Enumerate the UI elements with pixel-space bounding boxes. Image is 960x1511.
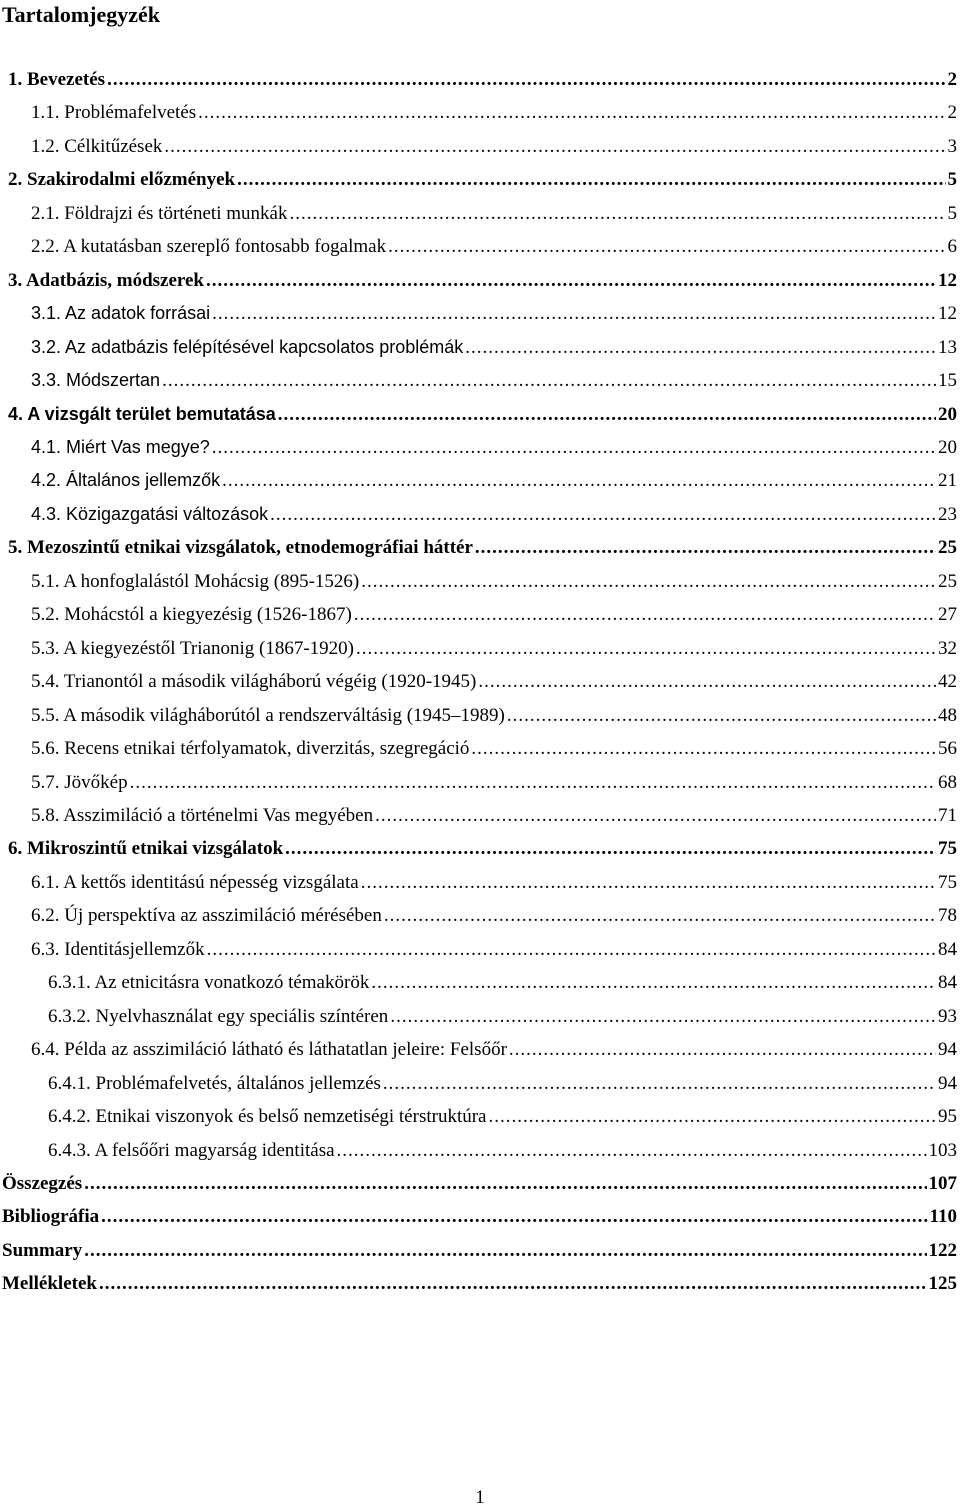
toc-entry[interactable] [0, 732, 957, 765]
toc-entry-title: 1. Bevezetés [8, 69, 106, 90]
toc-entry-title: 6.1. A kettős identitású népesség vizsgálata [31, 871, 359, 893]
toc-entry-page: 94 [938, 1072, 957, 1094]
toc-entry-title: 6.3.1. Az etnicitásra vonatkozó témakörök [48, 972, 370, 994]
toc-entry-page: 12 [938, 303, 957, 325]
toc-entry[interactable] [0, 699, 957, 732]
toc-dot-leader [84, 1234, 926, 1267]
toc-dot-leader [285, 832, 936, 865]
toc-entry-title: 6.2. Új perspektíva az asszimiláció mérésében [31, 905, 382, 927]
toc-dot-leader [507, 699, 936, 732]
toc-entry-title: 3.2. Az adatbázis felépítésével kapcsolatos problémák [31, 336, 464, 357]
toc-entry[interactable] [0, 197, 957, 230]
toc-entry[interactable] [0, 966, 957, 999]
toc-entry-page: 20 [938, 403, 957, 425]
toc-entry[interactable] [0, 899, 957, 932]
toc-entry-title: 4.2. Általános jellemzők [31, 470, 221, 491]
toc-entry[interactable] [0, 1100, 957, 1133]
toc-entry-page: 75 [938, 838, 957, 860]
toc-entry-title: 6.4.1. Problémafelvetés, általános jellemzés [48, 1072, 381, 1094]
toc-entry-title: 2.1. Földrajzi és történeti munkák [31, 202, 288, 224]
toc-dot-leader [101, 1200, 927, 1233]
toc-entry-title: 6.3.2. Nyelvhasználat egy speciális színtéren [48, 1005, 389, 1027]
toc-entry-page: 78 [938, 905, 957, 927]
toc-entry[interactable] [0, 331, 957, 364]
toc-entry[interactable] [0, 766, 957, 799]
toc-entry-page: 107 [928, 1172, 957, 1194]
toc-entry-title: 3.1. Az adatok forrásai [31, 303, 211, 324]
toc-entry-page: 95 [938, 1106, 957, 1128]
toc-entry[interactable] [0, 1134, 957, 1167]
toc-dot-leader [212, 297, 936, 330]
toc-entry-page: 25 [938, 537, 957, 559]
toc-entry-page: 6 [947, 236, 957, 258]
toc-entry[interactable] [0, 665, 957, 698]
toc-entry-page: 110 [929, 1206, 957, 1228]
toc-entry-title: 5.1. A honfoglalástól Mohácsig (895-1526) [31, 570, 360, 592]
toc-dot-leader [162, 364, 936, 397]
toc-dot-leader [465, 331, 936, 364]
toc-entry[interactable] [0, 230, 957, 263]
toc-dot-leader [237, 163, 945, 196]
toc-entry-page: 84 [938, 938, 957, 960]
toc-entry[interactable] [0, 1234, 957, 1267]
toc-entry-page: 42 [938, 671, 957, 693]
toc-entry-page: 5 [947, 169, 957, 191]
toc-entry[interactable] [0, 1267, 957, 1300]
toc-entry[interactable] [0, 1067, 957, 1100]
toc-entry-title: 5.6. Recens etnikai térfolyamatok, diverzitás, szegregáció [31, 738, 470, 760]
toc-entry-title: 5.3. A kiegyezéstől Trianonig (1867-1920) [31, 637, 354, 659]
toc-entry-title: 2.2. A kutatásban szereplő fontosabb fogalmak [31, 236, 387, 258]
toc-dot-leader [130, 766, 936, 799]
toc-dot-leader [84, 1167, 926, 1200]
toc-entry[interactable] [0, 297, 957, 330]
toc-entry[interactable] [0, 933, 957, 966]
toc-entry[interactable] [0, 1200, 957, 1233]
toc-entry[interactable] [0, 264, 957, 297]
toc-dot-leader [278, 398, 936, 431]
toc-entry-title: Bibliográfia [2, 1206, 100, 1228]
table-of-contents [0, 63, 957, 1301]
toc-entry[interactable] [0, 96, 957, 129]
toc-entry-page: 93 [938, 1005, 957, 1027]
toc-entry-title: 4. A vizsgált terület bemutatása [8, 403, 276, 424]
toc-entry-title: Mellékletek [2, 1273, 97, 1295]
toc-entry-page: 32 [938, 637, 957, 659]
toc-entry-page: 48 [938, 704, 957, 726]
toc-entry[interactable] [0, 1000, 957, 1033]
toc-entry-title: 2. Szakirodalmi előzmények [8, 169, 236, 191]
page-number: 1 [475, 1487, 485, 1508]
toc-dot-leader [222, 464, 936, 497]
toc-entry-title: 4.3. Közigazgatási változások [31, 503, 269, 524]
toc-dot-leader [354, 598, 936, 631]
toc-entry[interactable] [0, 832, 957, 865]
toc-entry-page: 56 [938, 738, 957, 760]
toc-entry-title: 5.4. Trianontól a második világháború végéig (1920-1945) [31, 671, 477, 693]
toc-entry[interactable] [0, 398, 957, 431]
toc-dot-leader [383, 1067, 936, 1100]
toc-entry-title: 6.3. Identitásjellemzők [31, 938, 205, 960]
toc-entry-page: 71 [938, 804, 957, 826]
toc-dot-leader [164, 130, 945, 163]
toc-entry-page: 122 [928, 1239, 957, 1261]
toc-dot-leader [361, 565, 936, 598]
toc-entry-title: 3.3. Módszertan [31, 370, 161, 391]
toc-entry[interactable] [0, 632, 957, 665]
toc-entry-title: 1.1. Problémafelvetés [31, 102, 197, 124]
toc-entry-title: 6.4. Példa az asszimiláció látható és láthatatlan jeleire: Felsőőr [31, 1039, 507, 1061]
toc-entry-title: 5. Mezoszintű etnikai vizsgálatok, etnodemográfiai háttér [8, 537, 473, 559]
toc-entry-page: 15 [938, 370, 957, 392]
toc-dot-leader [337, 1134, 927, 1167]
toc-dot-leader [361, 866, 936, 899]
toc-dot-leader [375, 799, 936, 832]
toc-entry-page: 13 [938, 336, 957, 358]
toc-entry-title: 3. Adatbázis, módszerek [8, 269, 204, 291]
toc-entry-title: 6.4.3. A felsőőri magyarság identitása [48, 1139, 335, 1161]
toc-dot-leader [99, 1267, 927, 1300]
toc-entry[interactable] [0, 598, 957, 631]
toc-entry-page: 12 [938, 269, 957, 291]
toc-dot-leader [390, 1000, 936, 1033]
toc-entry-page: 23 [938, 503, 957, 525]
toc-entry-title: 6. Mikroszintű etnikai vizsgálatok [8, 838, 284, 860]
toc-entry-page: 27 [938, 604, 957, 626]
toc-entry[interactable] [0, 1167, 957, 1200]
toc-entry-page: 2 [947, 102, 957, 124]
toc-entry-page: 25 [938, 570, 957, 592]
toc-dot-leader [270, 498, 936, 531]
toc-dot-leader [198, 96, 945, 129]
toc-entry-title: 5.5. A második világháborútól a rendszerváltásig (1945–1989) [31, 704, 505, 726]
toc-dot-leader [356, 632, 936, 665]
toc-dot-leader [388, 230, 945, 263]
toc-dot-leader [471, 732, 936, 765]
toc-entry-page: 103 [928, 1139, 957, 1161]
toc-entry-title: 1.2. Célkitűzések [31, 135, 163, 157]
toc-dot-leader [107, 63, 945, 96]
toc-dot-leader [384, 899, 936, 932]
toc-entry[interactable] [0, 163, 957, 196]
toc-entry-title: 6.4.2. Etnikai viszonyok és belső nemzetiségi térstruktúra [48, 1106, 487, 1128]
toc-entry-title: 4.1. Miért Vas megye? [31, 436, 210, 457]
toc-entry-title: Összegzés [2, 1172, 83, 1194]
toc-dot-leader [475, 531, 936, 564]
toc-dot-leader [509, 1033, 936, 1066]
toc-entry[interactable] [0, 866, 957, 899]
toc-entry-page: 68 [938, 771, 957, 793]
toc-entry-title: 5.8. Asszimiláció a történelmi Vas megyében [31, 804, 374, 826]
toc-entry-page: 94 [938, 1039, 957, 1061]
toc-entry-page: 84 [938, 972, 957, 994]
toc-entry[interactable] [0, 364, 957, 397]
toc-entry[interactable] [0, 565, 957, 598]
toc-entry-title: 5.2. Mohácstól a kiegyezésig (1526-1867) [31, 604, 352, 626]
toc-dot-leader [207, 933, 936, 966]
toc-entry-page: 125 [928, 1273, 957, 1295]
toc-entry[interactable] [0, 1033, 957, 1066]
toc-entry[interactable] [0, 464, 957, 497]
toc-entry-page: 75 [938, 871, 957, 893]
toc-entry-title: Summary [2, 1239, 83, 1261]
toc-dot-leader [289, 197, 945, 230]
toc-entry-page: 5 [947, 202, 957, 224]
toc-dot-leader [212, 431, 936, 464]
page-title: Tartalomjegyzék [2, 2, 161, 27]
toc-entry[interactable] [0, 63, 957, 96]
toc-dot-leader [478, 665, 936, 698]
toc-entry-page: 20 [938, 436, 957, 458]
toc-entry[interactable] [0, 799, 957, 832]
toc-entry-page: 3 [947, 135, 957, 157]
toc-entry[interactable] [0, 531, 957, 564]
toc-entry[interactable] [0, 431, 957, 464]
toc-entry-page: 21 [938, 470, 957, 492]
toc-dot-leader [371, 966, 936, 999]
toc-entry[interactable] [0, 498, 957, 531]
toc-dot-leader [206, 264, 936, 297]
toc-dot-leader [488, 1100, 936, 1133]
toc-entry-page: 2 [947, 69, 957, 90]
toc-entry[interactable] [0, 130, 957, 163]
toc-entry-title: 5.7. Jövőkép [31, 771, 128, 793]
